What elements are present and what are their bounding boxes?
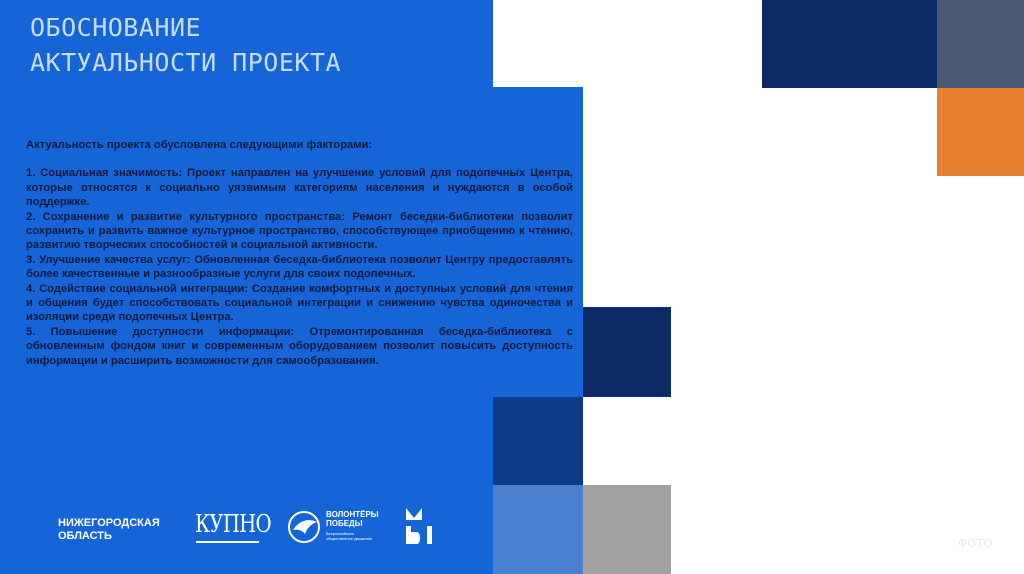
mid-blue-square bbox=[493, 485, 583, 574]
gray-square bbox=[583, 485, 671, 574]
slide-title bbox=[30, 10, 341, 80]
navy-square-lower bbox=[493, 397, 583, 485]
orange-square bbox=[937, 88, 1024, 176]
photo-label: ФОТО bbox=[958, 537, 993, 550]
body-text bbox=[26, 138, 573, 368]
region-line-1: НИЖЕГОРОДСКАЯ bbox=[58, 517, 160, 529]
my-logo-icon bbox=[404, 506, 436, 546]
kupno-logo: КУПНО bbox=[195, 510, 271, 538]
region-logo bbox=[58, 517, 160, 543]
factor-item-3: 3. Улучшение качества услуг: Обновленная беседка-библиотека позволит Центру предоставлять более качественные и разнообразные услуги для своих подопечных. bbox=[26, 253, 573, 281]
factor-item-1: 1. Социальная значимость: Проект направлен на улучшение условий для подопечных Центра, которые относятся к социально уязвимым категориям населения и нуждаются в особой поддержке. bbox=[26, 167, 573, 209]
my-logo bbox=[404, 506, 436, 551]
title-line-2: АКТУАЛЬНОСТИ ПРОЕКТА bbox=[30, 48, 342, 77]
factor-item-5: 5. Повышение доступности информации: Отремонтированная беседка-библиотека с обновленным фондом книг и современным оборудованием позволит повысить доступность информации и расширить возможности для самообразования. bbox=[26, 325, 573, 367]
volunteers-subtitle: Всероссийское общественное движение bbox=[326, 531, 373, 541]
navy-square-top bbox=[762, 0, 937, 88]
title-line-1: ОБОСНОВАНИЕ bbox=[30, 13, 202, 42]
volunteers-logo bbox=[287, 508, 387, 548]
slate-square-top-right bbox=[937, 0, 1024, 88]
kupno-underline bbox=[196, 541, 259, 543]
volunteers-line-1: ВОЛОНТЁРЫ bbox=[326, 510, 379, 519]
region-line-2: ОБЛАСТЬ bbox=[58, 530, 112, 542]
navy-square-middle bbox=[583, 307, 671, 397]
intro-text: Актуальность проекта обусловлена следующими факторами: bbox=[26, 139, 373, 151]
dove-icon bbox=[287, 510, 321, 544]
factor-item-4: 4. Содействие социальной интеграции: Создание комфортных и доступных условий для чтения и общения будет способствовать социальной интеграции и снижению чувства одиночества и изоляции среди подопечных Центра. bbox=[26, 282, 573, 324]
factor-item-2: 2. Сохранение и развитие культурного пространства: Ремонт беседки-библиотеки позволит сохранить и развить важное культурное пространство, способствующее приобщению к чтению, развитию творческих способностей и социальной активности. bbox=[26, 210, 573, 252]
volunteers-line-2: ПОБЕДЫ bbox=[326, 519, 363, 528]
